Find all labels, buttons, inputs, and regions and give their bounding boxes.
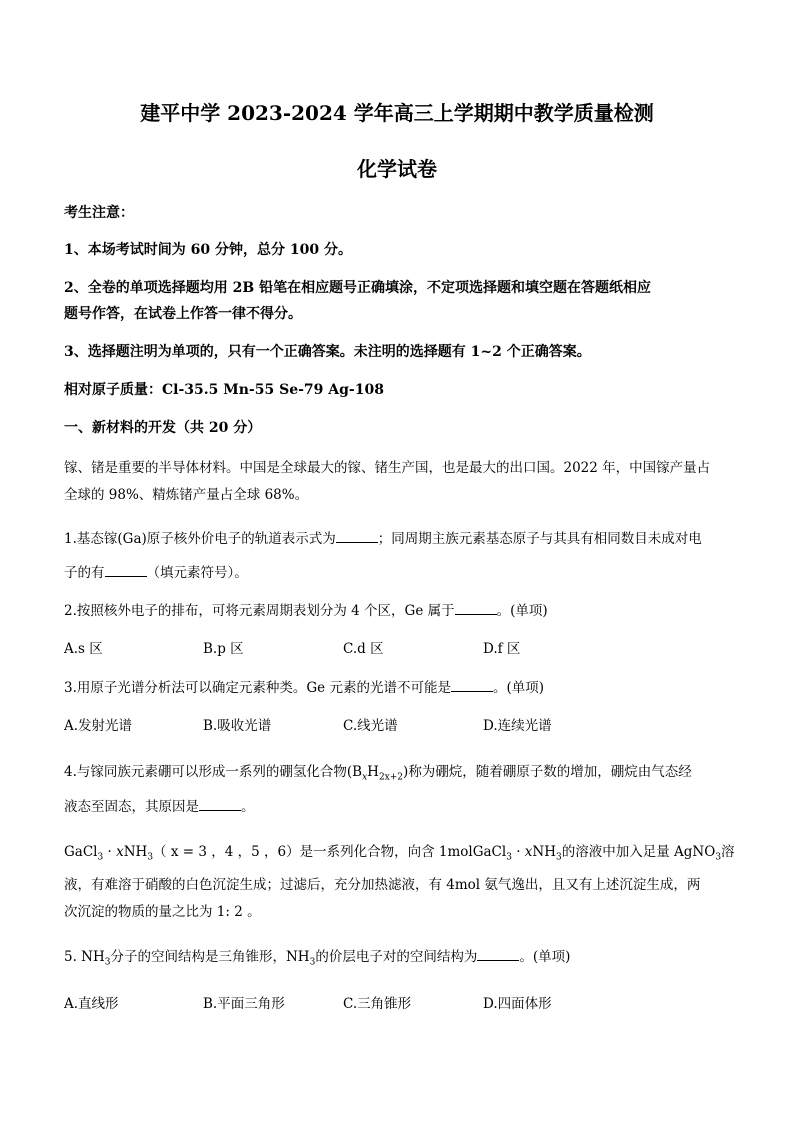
q4-line-1: [64, 760, 692, 783]
q4-answer-blank[interactable]: [199, 798, 241, 811]
ctx-gacl3: GaCl: [64, 844, 98, 860]
q3-stem: [64, 676, 544, 696]
q2-option-d[interactable]: D.f 区: [483, 641, 521, 657]
ctx-gacl3-sub: 3: [97, 852, 104, 863]
ctx-nh3: NH: [123, 844, 148, 860]
note-item-2-line-2: 题号作答，在试卷上作答一律不得分。: [64, 306, 302, 322]
q5-stem-d: 。(单项): [519, 949, 571, 965]
q2-answer-blank[interactable]: [455, 602, 497, 615]
q2-stem-b: 。(单项): [496, 603, 548, 619]
q1-element-ga: (Ga): [117, 531, 147, 547]
note-item-2-line-1: 2、全卷的单项选择题均用 2B 铅笔在相应题号正确填涂，不定项选择题和填空题在答题纸相应: [64, 280, 652, 296]
q5-option-d[interactable]: D.四面体形: [483, 996, 552, 1012]
q5-option-b[interactable]: B.平面三角形: [203, 996, 285, 1012]
context-line-2: 液，有难溶于硝酸的白色沉淀生成；过滤后，充分加热滤液，有 4mol 氨气逸出，且又有上述沉淀生成，两: [64, 877, 701, 893]
q1-text-line2-a: 子的有: [64, 565, 105, 581]
note-item-3: 3、选择题注明为单项的，只有一个正确答案。未注明的选择题有 1~2 个正确答案。: [64, 344, 591, 360]
notes-heading: 考生注意：: [64, 205, 134, 221]
q2-option-a[interactable]: A.s 区: [64, 641, 103, 657]
ctx-end: 溶: [721, 844, 735, 860]
ctx-agno3-sub: 3: [715, 852, 722, 863]
q2-option-c[interactable]: C.d 区: [343, 641, 384, 657]
q5-stem-c: 的价层电子对的空间结构为: [315, 949, 478, 965]
q4-formula-h: H: [367, 764, 379, 780]
ctx-x: x: [116, 844, 124, 860]
q4-text-line2-a: 液态至固态，其原因是: [64, 799, 199, 815]
q5-sub-2: 3: [309, 957, 316, 968]
q5-option-a[interactable]: A.直线形: [64, 996, 119, 1012]
q1-answer-blank-1[interactable]: [336, 530, 378, 543]
q1-line-2: [64, 561, 248, 581]
q3-option-b[interactable]: B.吸收光谱: [203, 718, 272, 734]
q2-stem-a: 2.按照核外电子的排布，可将元素周期表划分为 4 个区，Ge 属于: [64, 603, 455, 619]
section-1-heading: 一、新材料的开发（共 20 分）: [64, 420, 262, 436]
q5-option-c[interactable]: C.三角锥形: [343, 996, 412, 1012]
q4-text-b: 称为硼烷，随着硼原子数的增加，硼烷由气态经: [408, 764, 692, 780]
q5-stem-a: 5. NH: [64, 949, 105, 965]
q5-stem-b: 分子的空间结构是三角锥形，NH: [110, 949, 310, 965]
ctx-x-2: x: [524, 844, 533, 860]
q3-option-d[interactable]: D.连续光谱: [483, 718, 552, 734]
q4-formula-b: B: [352, 764, 363, 780]
ctx-rest: 的溶液中加入足量 AgNO: [561, 844, 716, 860]
q3-stem-a: 3.用原子光谱分析法可以确定元素种类。Ge 元素的光谱不可能是: [64, 680, 451, 696]
q1-answer-blank-2[interactable]: [105, 564, 147, 577]
ctx-cond: （ x = 3 ，4 ，5 ，6）是一系列化合物，向含 1mol: [153, 844, 473, 860]
q2-stem: [64, 599, 548, 619]
section-1-intro-line-2: 全球的 98%、精炼锗产量占全球 68%。: [64, 487, 309, 503]
q5-answer-blank[interactable]: [477, 948, 519, 961]
q3-answer-blank[interactable]: [451, 679, 493, 692]
q3-stem-b: 。(单项): [492, 680, 544, 696]
ctx-dot-2: ·: [511, 844, 525, 860]
q4-text-line2-b: 。: [241, 799, 255, 815]
q5-sub-1: 3: [104, 957, 111, 968]
section-1-intro-line-1: 镓、锗是重要的半导体材料。中国是全球最大的镓、锗生产国，也是最大的出口国。2022 年，中国镓产量占: [64, 460, 711, 476]
atomic-mass-line: 相对原子质量：Cl-35.5 Mn-55 Se-79 Ag-108: [64, 382, 384, 398]
ctx-nh3-sub: 3: [147, 852, 154, 863]
note-item-1: 1、本场考试时间为 60 分钟，总分 100 分。: [64, 242, 352, 258]
q1-text-line2-b: （填元素符号）。: [146, 565, 248, 581]
ctx-dot: ·: [103, 844, 117, 860]
ctx-gacl3-2-sub: 3: [506, 852, 512, 863]
q4-formula: $(B_xH_{2x+2})$: [346, 764, 409, 783]
context-line-3: 次沉淀的物质的量之比为 1: 2 。: [64, 904, 261, 920]
q5-stem: [64, 945, 570, 968]
q4-formula-sub: 2x+2: [378, 772, 404, 783]
q1-text-d: ；同周期主族元素基态原子与其具有相同数目未成对电: [377, 531, 702, 547]
q3-option-a[interactable]: A.发射光谱: [64, 718, 133, 734]
q4-line-2: [64, 795, 255, 815]
q1-text-c: 原子核外价电子的轨道表示式为: [146, 531, 336, 547]
q4-text-a: 4.与镓同族元素硼可以形成一系列的硼氢化合物: [64, 764, 347, 780]
context-line-1: [64, 840, 735, 863]
q1-text-a: 1.基态镓: [64, 531, 118, 547]
exam-title: 建平中学 2023-2024 学年高三上学期期中教学质量检测: [140, 101, 654, 125]
ctx-gacl3-2: GaCl: [472, 844, 507, 860]
ctx-nh3-2-sub: 3: [556, 852, 562, 863]
q1-line-1: [64, 527, 702, 547]
ctx-nh3-2: NH: [532, 844, 557, 860]
q2-option-b[interactable]: B.p 区: [203, 641, 244, 657]
q4-formula-x: x: [362, 772, 368, 783]
exam-subtitle: 化学试卷: [357, 157, 437, 181]
q3-option-c[interactable]: C.线光谱: [343, 718, 398, 734]
